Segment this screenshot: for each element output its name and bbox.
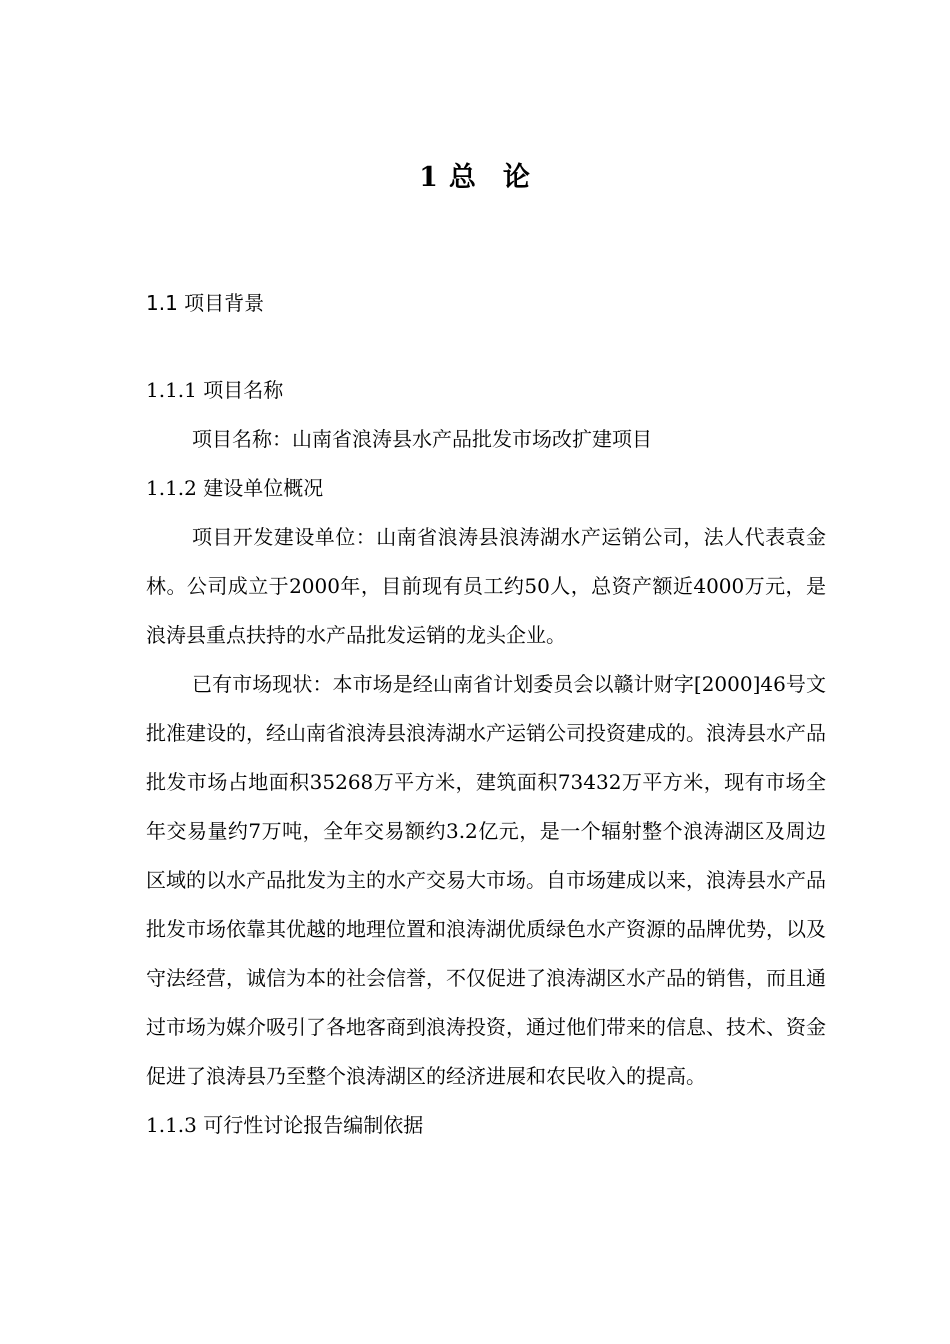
chapter-title-part-2: 论 [502,162,531,193]
paragraph-market-status: 已有市场现状：本市场是经山南省计划委员会以赣计财字[2000]46号文批准建设的，经山南省浪涛县浪涛湖水产运销公司投资建成的。浪涛县水产品批发市场占地面积35268万平方米，建筑面积73432万平方米，现有市场全年交易量约7万吨，全年交易额约3.2亿元，是一个辐射整个浪涛湖区及周边区域的以水产品批发为主的水产交易大市场。自市场建成以来，浪涛县水产品批发市场依靠其优越的地理位置和浪涛湖优质绿色水产资源的品牌优势，以及守法经营，诚信为本的社会信誉，不仅促进了浪涛湖区水产品的销售，而且通过市场为媒介吸引了各地客商到浪涛投资，通过他们带来的信息、技术、资金促进了浪涛县乃至整个浪涛湖区的经济进展和农民收入的提高。 [146,672,826,1088]
chapter-title [0,158,950,198]
subsection-heading-report-basis: 1.1.3 可行性讨论报告编制依据 [146,1113,424,1137]
section-title: 1.1 项目背景 [146,291,265,315]
paragraph-project-name: 项目名称：山南省浪涛县水产品批发市场改扩建项目 [192,427,652,451]
subsection-heading-builder-overview: 1.1.2 建设单位概况 [146,476,324,500]
document-body [146,366,826,1150]
paragraph-builder-overview: 项目开发建设单位：山南省浪涛县浪涛湖水产运销公司，法人代表袁金林。公司成立于2000年，目前现有员工约50人，总资产额近4000万元，是浪涛县重点扶持的水产品批发运销的龙头企业。 [146,525,826,647]
chapter-title-part-1: 总 [448,162,477,193]
chapter-number: 1 [419,162,439,193]
subsection-heading-project-name: 1.1.1 项目名称 [146,378,284,402]
